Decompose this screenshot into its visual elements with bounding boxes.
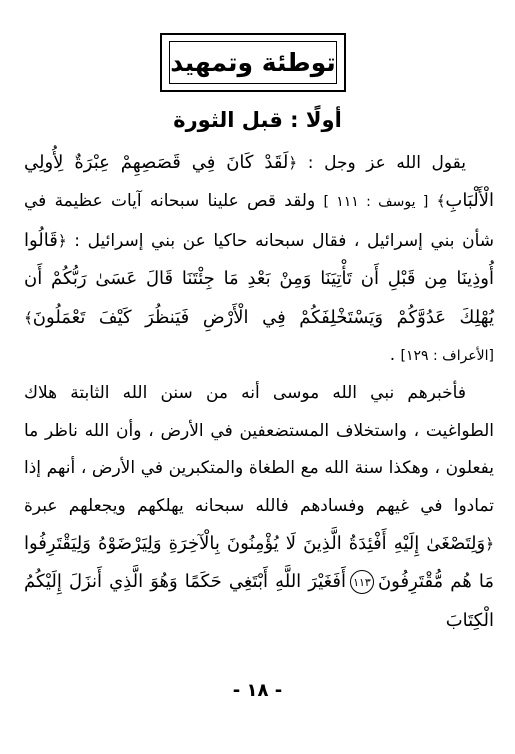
paragraph-2 xyxy=(24,375,494,640)
quran-close-bracket: ﴾ xyxy=(24,308,33,327)
quran-quote-anam-113: وَلِتَصْغَىٰ إِلَيْهِ أَفْئِدَةُ الَّذِينَ لَا يُؤْمِنُونَ بِالْآخِرَةِ وَلِيَرْضَوْهُ وَلِيَقْتَرِفُوا مَا هُم مُّقْتَرِفُونَ xyxy=(24,533,494,593)
quran-open-bracket: ﴿ xyxy=(288,154,298,172)
quran-open-bracket: ﴿ xyxy=(57,231,67,250)
quran-quote-araf: قَالُوا أُوذِينَا مِن قَبْلِ أَن تَأْتِيَنَا وَمِنْ بَعْدِ مَا جِئْتَنَا قَالَ عَسَىٰ رَبُّكُمْ أَن يُهْلِكَ عَدُوَّكُمْ وَيَسْتَخْلِفَكُمْ فِي الْأَرْضِ فَيَنظُرَ كَيْفَ تَعْمَلُونَ xyxy=(24,229,494,328)
quran-open-bracket: ﴿ xyxy=(485,535,494,554)
quran-quote-yusuf: لَقَدْ كَانَ فِي قَصَصِهِمْ عِبْرَةٌ لِأُولِي الْأَلْبَابِ xyxy=(24,152,494,212)
body-text xyxy=(24,144,494,640)
paragraph-1-end: . xyxy=(389,345,401,366)
section-heading: أولًا : قبل الثورة xyxy=(173,108,342,132)
quran-close-bracket: ﴾ xyxy=(436,192,446,211)
reference-araf: [الأعراف : ١٢٩] xyxy=(400,348,494,365)
paragraph-2-text: فأخبرهم نبي الله موسى أنه من سنن الله الثابتة هلاك الطواغيت ، واستخلاف المستضعفين في الأرض ، وأن الله ناظر ما يفعلون ، وهكذا سنة الله مع الطغاة والمتكبرين في الأرض ، أنهم إذا تمادوا في غيهم وفسادهم فالله سبحانه يهلكهم ويجعلهم عبرة xyxy=(24,383,494,516)
chapter-title: توطئة وتمهيد xyxy=(169,41,337,84)
paragraph-1-intro: يقول الله عز وجل : xyxy=(297,153,466,173)
page-number: - ١٨ - xyxy=(232,680,283,701)
chapter-title-frame xyxy=(160,33,346,92)
reference-yusuf: [ يوسف : ١١١ ] xyxy=(323,194,429,211)
verse-number-marker: ١١٣ xyxy=(350,570,374,594)
quran-quote-anam-114: أَفَغَيْرَ اللَّهِ أَبْتَغِي حَكَمًا وَهُوَ الَّذِي أَنزَلَ إِلَيْكُمُ الْكِتَابَ xyxy=(24,571,494,631)
paragraph-1-text: ولقد قص علينا سبحانه آيات عظيمة في شأن بني إسرائيل ، فقال سبحانه حاكيا عن بني إسرائيل : xyxy=(24,191,494,251)
paragraph-1 xyxy=(24,144,494,375)
